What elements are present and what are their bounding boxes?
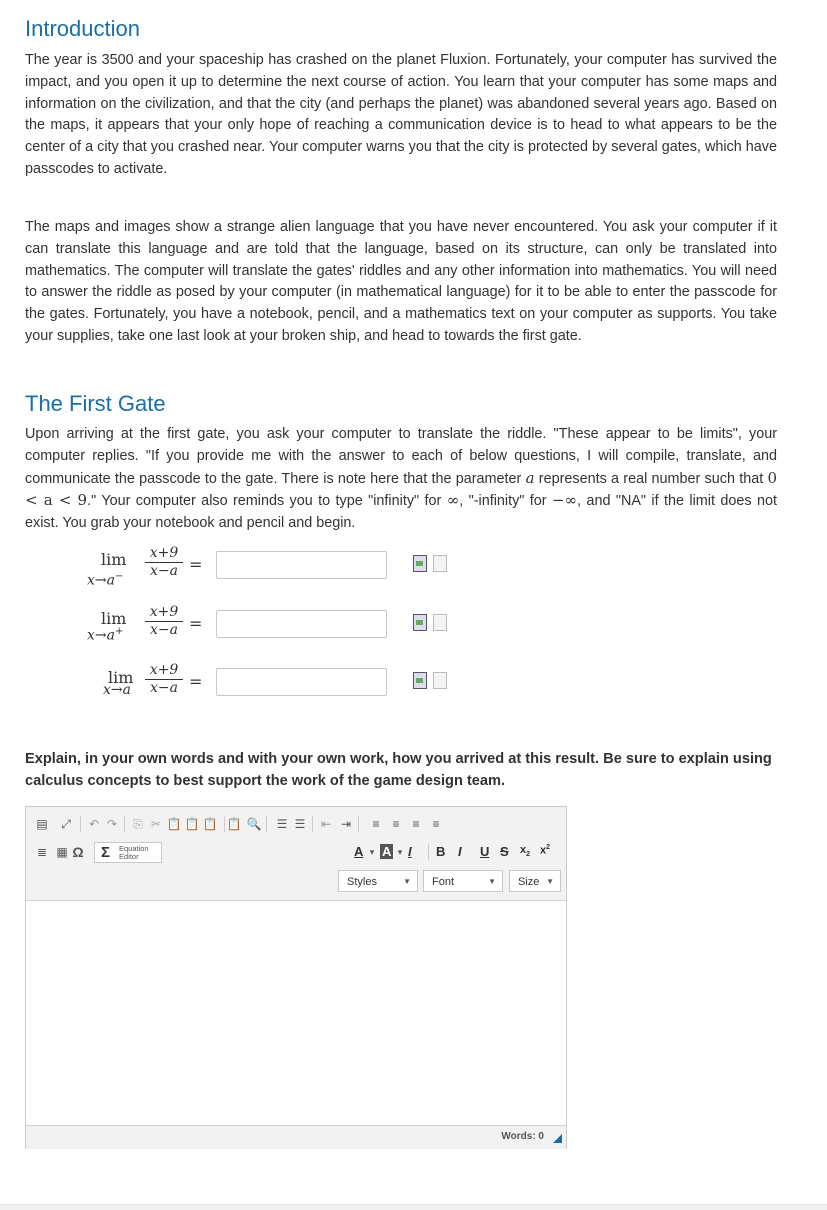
strikethrough-button[interactable]: S	[500, 844, 509, 859]
maximize-icon[interactable]: ⤢	[61, 817, 71, 831]
help-document-icon[interactable]	[433, 672, 447, 689]
size-label: Size	[518, 876, 540, 888]
infinity-symbol: ∞	[446, 491, 460, 510]
answer-input-2[interactable]	[216, 610, 387, 638]
equals-sign: =	[189, 672, 203, 691]
chevron-down-icon: ▼	[546, 877, 554, 886]
separator	[266, 816, 267, 832]
fraction: $\frac{x+9}{x-a}$	[145, 604, 183, 639]
italic-button[interactable]: I	[458, 844, 462, 859]
lim-label: lim	[101, 609, 127, 628]
fraction: $\frac{x+9}{x-a}$	[145, 662, 183, 697]
gate-text-c: ." Your computer also reminds you to type "infinity" for	[87, 493, 447, 510]
equation-editor-label: Equation Editor	[119, 844, 149, 861]
bold-button[interactable]: B	[436, 844, 446, 859]
chevron-down-icon: ▼	[403, 877, 411, 886]
redo-icon[interactable]: ↷	[106, 817, 118, 831]
equation-preview-icon[interactable]	[413, 672, 427, 689]
intro-paragraph-1: The year is 3500 and your spaceship has crashed on the planet Fluxion. Fortunately, your computer has survived the impact, and you open it up to determine the next course of action. You learn that your computer has some maps and information on the civilization, and that the city (and perhaps the planet) was abandoned several years ago. Based on the maps, it appears that your only hope of reaching a communication device is to head to what appears to be the center of a city that you crashed near. Your computer warns you that the city is protected by several gates, which have passcodes to activate.	[25, 52, 777, 177]
explain-prompt: Explain, in your own words and with your own work, how you arrived at this result. Be sure to explain using calculus concepts to best support the work of the game design team.	[25, 751, 772, 789]
lim-subscript: x→a	[103, 682, 131, 698]
limit-question-2	[83, 604, 463, 648]
equation-preview-icon[interactable]	[413, 555, 427, 572]
separator	[224, 816, 225, 832]
help-document-icon[interactable]	[433, 555, 447, 572]
neg-infinity-symbol: −∞	[551, 491, 578, 510]
equation-preview-icon[interactable]	[413, 614, 427, 631]
intro-heading: Introduction	[25, 16, 140, 41]
word-count: Words: 0	[501, 1131, 544, 1142]
source-icon[interactable]: ▤	[36, 817, 48, 831]
limit-question-1	[83, 545, 463, 589]
editor-toolbar	[26, 807, 566, 901]
font-dropdown[interactable]	[423, 870, 503, 892]
numbered-list-icon[interactable]: ☰	[276, 817, 288, 831]
subscript-button[interactable]: $x_2$	[520, 844, 531, 859]
indent-icon[interactable]: ⇥	[340, 817, 352, 831]
align-center-icon[interactable]: ≡	[392, 817, 400, 831]
inequality: 0 < a < 9	[25, 468, 778, 510]
lim-label: lim	[101, 550, 127, 569]
styles-dropdown[interactable]	[338, 870, 418, 892]
horizontal-line-icon[interactable]: ≣	[36, 845, 48, 859]
gate-text-a: Upon arriving at the first gate, you ask your computer to translate the riddle. "These appear to be limits", your computer replies. "If you provide me with the answer to each of below questions, I will compile, translate, and communicate the passcode to the gate. There is note here that the parameter	[25, 426, 777, 487]
styles-label: Styles	[347, 876, 377, 888]
text-color-button[interactable]: A	[354, 844, 364, 859]
limit-question-3	[83, 662, 463, 706]
special-char-icon[interactable]: Ω	[72, 844, 84, 860]
gate-text-d: , "-infinity" for	[459, 493, 552, 510]
copy-icon[interactable]: ⎘	[133, 817, 143, 831]
paste-word-icon[interactable]: 📋	[202, 817, 218, 831]
separator	[124, 816, 125, 832]
find-icon[interactable]: 🔍	[246, 817, 262, 831]
intro-paragraph-2: The maps and images show a strange alien language that you have never encountered. You ask your computer if it can translate this language and are told that the language, based on its structure, can only be translated into mathematics. The computer will translate the gates' riddles and any other information into mathematics. You will need to answer the riddle as posed by your computer (in mathematical language) for it to be able to enter the passcode for the gates. Fortunately, you have a notebook, pencil, and a mathematics text on your computer as supports. You take your supplies, take one last look at your broken ship, and head to towards the first gate.	[25, 219, 777, 344]
chevron-down-icon[interactable]: ▾	[397, 847, 403, 857]
answer-input-3[interactable]	[216, 668, 387, 696]
equals-sign: =	[189, 614, 203, 633]
superscript-button[interactable]: $x^2$	[540, 844, 551, 857]
remove-format-button[interactable]: I	[408, 844, 412, 859]
sigma-icon: Σ	[101, 844, 111, 861]
resize-grip-icon[interactable]	[553, 1134, 562, 1143]
lim-label: lim	[108, 668, 134, 687]
first-gate-heading: The First Gate	[25, 391, 166, 416]
paste-icon[interactable]: 📋	[166, 817, 182, 831]
justify-icon[interactable]: ≡	[432, 817, 440, 831]
undo-icon[interactable]: ↶	[88, 817, 100, 831]
editor-footer	[26, 1125, 566, 1149]
lim-subscript: x→a+	[87, 626, 124, 644]
fraction: $\frac{x+9}{x-a}$	[145, 545, 183, 580]
separator	[80, 816, 81, 832]
separator	[428, 844, 429, 860]
page-bottom-bar	[0, 1204, 827, 1210]
paste-text-icon[interactable]: 📋	[184, 817, 200, 831]
separator	[312, 816, 313, 832]
bulleted-list-icon[interactable]: ☰	[294, 817, 306, 831]
chevron-down-icon: ▼	[488, 877, 496, 886]
lim-subscript: x→a−	[87, 571, 124, 589]
cut-icon[interactable]: ✂	[150, 817, 162, 831]
bg-color-button[interactable]: A	[382, 844, 392, 859]
font-label: Font	[432, 876, 455, 888]
align-right-icon[interactable]: ≡	[412, 817, 420, 831]
rich-text-editor	[25, 806, 567, 1149]
gate-text-b: represents a real number such that	[534, 470, 768, 487]
param-a: a	[525, 468, 535, 487]
table-icon[interactable]: ▦	[56, 845, 68, 859]
help-document-icon[interactable]	[433, 614, 447, 631]
size-dropdown[interactable]	[509, 870, 561, 892]
chevron-down-icon[interactable]: ▾	[369, 847, 375, 857]
answer-input-1[interactable]	[216, 551, 387, 579]
equation-editor-button[interactable]	[94, 842, 162, 863]
align-left-icon[interactable]: ≡	[372, 817, 380, 831]
paste-from-office-icon[interactable]: 📋	[226, 817, 242, 831]
underline-button[interactable]: U	[480, 844, 490, 859]
editor-content-area[interactable]	[26, 901, 566, 1125]
outdent-icon[interactable]: ⇤	[320, 817, 332, 831]
equals-sign: =	[189, 555, 203, 574]
first-gate-paragraph	[25, 424, 777, 535]
separator	[358, 816, 359, 832]
gate-text-e: , and "NA" if the limit does not exist. You grab your notebook and pencil and begin.	[25, 493, 777, 532]
